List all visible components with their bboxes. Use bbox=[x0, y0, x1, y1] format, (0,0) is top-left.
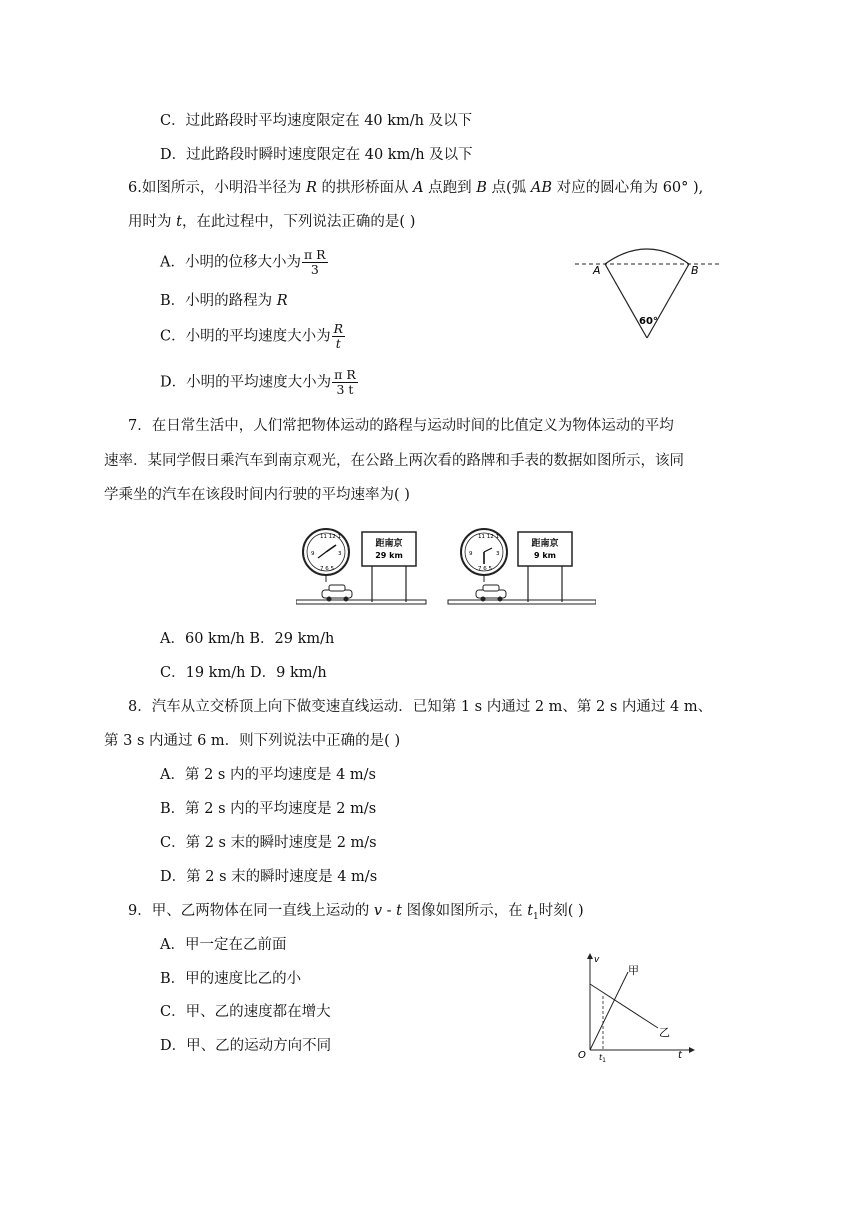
sign-right-line2: 9 km bbox=[533, 551, 557, 560]
q8-stem-line2: 第 3 s 内通过 6 m．则下列说法中正确的是( ) bbox=[104, 733, 401, 749]
q6-option-b: B．小明的路程为 R bbox=[160, 293, 288, 309]
clock-sign-figure bbox=[296, 522, 596, 610]
road-right bbox=[448, 600, 596, 604]
vt-graph-figure bbox=[572, 950, 702, 1062]
q7-stem-line1: 7．在日常生活中，人们常把物体运动的路程与运动时间的比值定义为物体运动的平均 bbox=[128, 418, 674, 434]
svg-text:7 6 5: 7 6 5 bbox=[478, 566, 492, 572]
q7-stem-line3: 学乘坐的汽车在该段时间内行驶的平均速率为( ) bbox=[104, 487, 410, 503]
q9-option-c: C．甲、乙的速度都在增大 bbox=[160, 1004, 331, 1020]
svg-text:7 6 5: 7 6 5 bbox=[320, 566, 334, 572]
svg-text:9: 9 bbox=[311, 551, 315, 557]
line-yi bbox=[590, 984, 658, 1028]
label-yi: 乙 bbox=[659, 1026, 670, 1039]
fraction: $\frac{\text{π R}}{3}$ bbox=[303, 247, 326, 277]
q8-option-d: D．第 2 s 末的瞬时速度是 4 m/s bbox=[160, 869, 378, 885]
q8-stem-line1: 8．汽车从立交桥顶上向下做变速直线运动．已知第 1 s 内通过 2 m、第 2 s 内通过 4 m、 bbox=[128, 699, 713, 715]
car-left bbox=[322, 585, 352, 602]
svg-text:11 12 1: 11 12 1 bbox=[320, 534, 341, 540]
q6-option-c: C．小明的平均速度大小为 $\frac{R}{t}$ bbox=[160, 321, 344, 351]
sign-left-board bbox=[362, 532, 416, 566]
q5-option-c: C．过此路段时平均速度限定在 40 km/h 及以下 bbox=[160, 113, 473, 129]
q9-stem: 9．甲、乙两物体在同一直线上运动的 v - t 图像如图所示，在 $t_1$时刻( ) bbox=[128, 903, 584, 922]
q5-option-d: D．过此路段时瞬时速度限定在 40 km/h 及以下 bbox=[160, 147, 473, 163]
q8-option-a: A．第 2 s 内的平均速度是 4 m/s bbox=[160, 767, 376, 783]
q6-stem-line2: 用时为 t，在此过程中，下列说法正确的是( ) bbox=[128, 214, 416, 230]
q9-option-b: B．甲的速度比乙的小 bbox=[160, 971, 302, 987]
sign-left-line2: 29 km bbox=[375, 551, 403, 560]
q7-options-cd: C．19 km/h D．9 km/h bbox=[160, 665, 327, 681]
label-jia: 甲 bbox=[628, 964, 639, 977]
q6-stem-line1: 6.如图所示，小明沿半径为 R 的拱形桥面从 A 点跑到 B 点(弧 AB 对应的圆心角为 60° ), bbox=[128, 180, 704, 196]
q8-option-c: C．第 2 s 末的瞬时速度是 2 m/s bbox=[160, 835, 377, 851]
q8-option-b: B．第 2 s 内的平均速度是 2 m/s bbox=[160, 801, 377, 817]
origin-label: O bbox=[578, 1050, 586, 1061]
svg-text:9: 9 bbox=[469, 551, 473, 557]
axis-t-label: t bbox=[678, 1050, 682, 1061]
t1-label: $t_1$ bbox=[599, 1053, 606, 1062]
clock-left bbox=[303, 529, 349, 575]
q7-stem-line2: 速率．某同学假日乘汽车到南京观光，在公路上两次看的路牌和手表的数据如图所示，该同 bbox=[104, 453, 684, 469]
q7-options-ab: A．60 km/h B．29 km/h bbox=[160, 631, 335, 647]
sign-right-line1: 距南京 bbox=[531, 539, 559, 549]
sign-left-line1: 距南京 bbox=[375, 539, 403, 549]
svg-text:3: 3 bbox=[338, 551, 342, 557]
svg-text:3: 3 bbox=[496, 551, 500, 557]
arch-bridge-figure bbox=[575, 248, 725, 348]
car-right bbox=[476, 585, 506, 602]
angle-label: 60° bbox=[639, 316, 658, 327]
sign-right-board bbox=[518, 532, 572, 566]
line-jia bbox=[590, 972, 628, 1050]
q9-option-d: D．甲、乙的运动方向不同 bbox=[160, 1038, 332, 1054]
q6-option-d: D．小明的平均速度大小为 $\frac{\text{π R}}{3 t}$ bbox=[160, 367, 356, 397]
svg-text:11 12 1: 11 12 1 bbox=[478, 534, 499, 540]
axis-v-label: v bbox=[594, 955, 600, 965]
arc-ab bbox=[605, 249, 689, 264]
q9-option-a: A．甲一定在乙前面 bbox=[160, 937, 287, 953]
fraction: $\frac{\text{π R}}{3 t}$ bbox=[334, 367, 356, 397]
q6-option-a: A．小明的位移大小为 $\frac{\text{π R}}{3}$ bbox=[160, 247, 326, 277]
fraction: $\frac{R}{t}$ bbox=[333, 321, 344, 351]
label-a: A bbox=[593, 264, 601, 277]
label-b: B bbox=[691, 264, 699, 277]
clock-right bbox=[461, 529, 507, 575]
